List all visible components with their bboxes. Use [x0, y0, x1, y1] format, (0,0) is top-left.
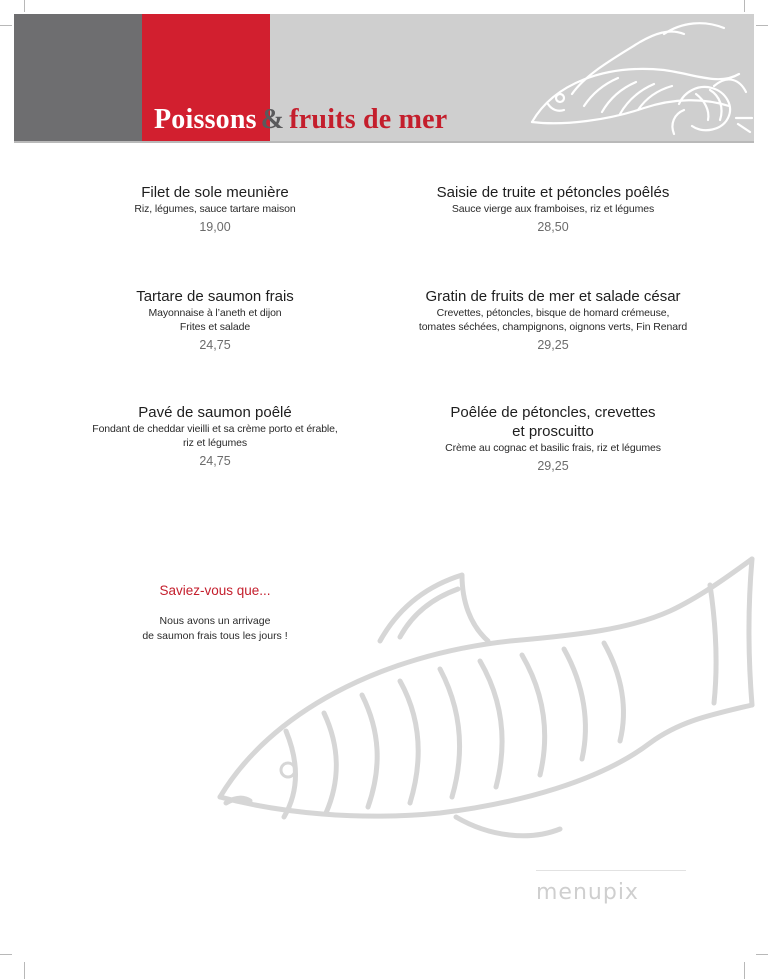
menu-item-saisie-de-truite — [398, 183, 708, 236]
item-price: 19,00 — [199, 220, 231, 234]
crop-mark — [756, 25, 768, 26]
item-name: Poêlée de pétoncles, crevettes — [450, 404, 656, 421]
item-description: Frites et salade — [179, 321, 251, 333]
title-part-poissons: Poissons — [154, 104, 257, 135]
item-description: Crème au cognac et basilic frais, riz et légumes — [445, 442, 661, 454]
item-name: Tartare de saumon frais — [136, 288, 294, 305]
fish-shrimp-icon — [514, 14, 754, 143]
item-name: Filet de sole meunière — [141, 184, 289, 201]
page-title — [154, 106, 447, 134]
item-price: 24,75 — [199, 454, 231, 468]
banner-dark-block — [14, 14, 142, 143]
item-description: Sauce vierge aux framboises, riz et légumes — [451, 203, 655, 215]
crop-mark — [744, 0, 745, 12]
item-price: 29,25 — [537, 338, 569, 352]
saviez-line: de saumon frais tous les jours ! — [142, 630, 288, 642]
title-ampersand: & — [260, 104, 285, 135]
saviez-line: Nous avons un arrivage — [159, 615, 271, 627]
header-banner — [14, 14, 754, 143]
item-description: riz et légumes — [183, 437, 247, 449]
saviez-title: Saviez-vous que... — [159, 583, 271, 598]
crop-mark — [24, 0, 25, 12]
item-description: Crevettes, pétoncles, bisque de homard crémeuse, — [436, 307, 670, 319]
crop-mark — [0, 25, 12, 26]
item-description: Riz, légumes, sauce tartare maison — [134, 203, 296, 215]
crop-mark — [744, 962, 745, 979]
watermark-logo: menupix — [536, 880, 639, 905]
item-name: Gratin de fruits de mer et salade césar — [425, 288, 681, 305]
menu-item-filet-de-sole — [54, 183, 376, 236]
item-description: Fondant de cheddar vieilli et sa crème porto et érable, — [92, 423, 338, 435]
item-price: 29,25 — [537, 459, 569, 473]
item-name: Saisie de truite et pétoncles poêlés — [436, 184, 670, 201]
crop-mark — [756, 954, 768, 955]
watermark-divider — [536, 870, 686, 871]
item-description: tomates séchées, champignons, oignons verts, Fin Renard — [418, 321, 688, 333]
item-name: Pavé de saumon poêlé — [138, 404, 292, 421]
menu-item-tartare-de-saumon — [54, 287, 376, 354]
item-description: Mayonnaise à l’aneth et dijon — [148, 307, 282, 319]
item-price: 28,50 — [537, 220, 569, 234]
crop-mark — [24, 962, 25, 979]
crop-mark — [0, 954, 12, 955]
menu-item-gratin-de-fruits-de-mer — [398, 287, 708, 354]
item-name: et proscuitto — [512, 423, 594, 440]
title-part-fruits-de-mer: fruits de mer — [289, 104, 448, 135]
menu-item-poelee-de-petoncles — [398, 403, 708, 475]
item-price: 24,75 — [199, 338, 231, 352]
menu-item-pave-de-saumon — [54, 403, 376, 470]
saviez-text — [90, 614, 340, 644]
